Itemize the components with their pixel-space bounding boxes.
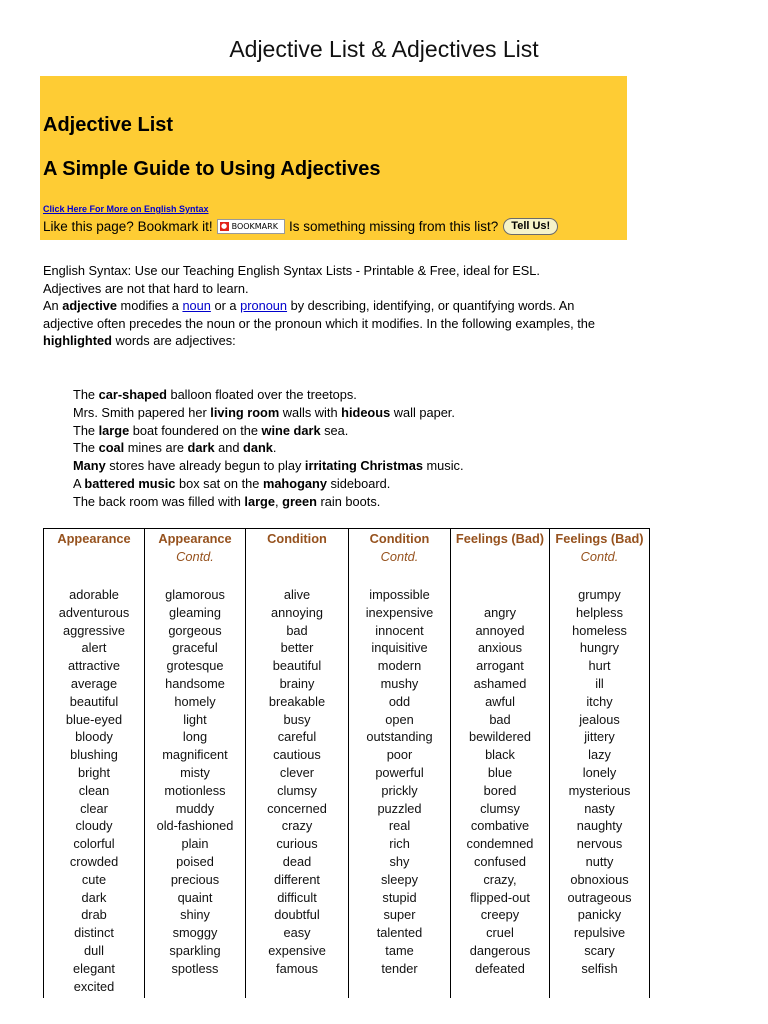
adjective-word: hungry bbox=[579, 640, 620, 656]
adjective-word: crazy, bbox=[483, 871, 517, 887]
banner-subheading: A Simple Guide to Using Adjectives bbox=[43, 158, 381, 180]
adjective-word: confused bbox=[474, 853, 526, 869]
adjective-word: grumpy bbox=[578, 587, 621, 602]
adjective-word: beautiful bbox=[272, 658, 322, 674]
text-segment: modifies a bbox=[117, 298, 183, 314]
text-segment: balloon floated over the treetops. bbox=[166, 387, 357, 402]
adjective-word: alive bbox=[283, 587, 311, 602]
adjective-word: tame bbox=[385, 942, 414, 958]
column-header-label: Condition bbox=[267, 531, 327, 546]
bookmark-label: BOOKMARK bbox=[231, 222, 278, 231]
adjective-word: lazy bbox=[588, 747, 611, 763]
adjective-word: motionless bbox=[164, 782, 226, 798]
column-header-label: Appearance bbox=[57, 531, 131, 546]
adjective-word: plain bbox=[181, 836, 209, 852]
adjective-word: homely bbox=[174, 693, 216, 709]
adjective-word: quaint bbox=[177, 889, 213, 905]
adjective-word: selfish bbox=[581, 960, 618, 976]
adjective-word: inexpensive bbox=[365, 604, 434, 620]
adjective-word: long bbox=[182, 729, 208, 745]
adjective-word: tender bbox=[381, 960, 418, 976]
adjective-word: glamorous bbox=[165, 587, 225, 602]
adjective-word: muddy bbox=[175, 800, 215, 816]
adjective-word: cautious bbox=[273, 747, 321, 763]
adjective-word: outrageous bbox=[567, 889, 632, 905]
adjective-word: bored bbox=[483, 782, 517, 798]
adjective-word: stupid bbox=[382, 889, 417, 905]
adjective-word: adorable bbox=[69, 587, 119, 602]
adjective-word: condemned bbox=[466, 836, 534, 852]
adjective-word: rich bbox=[389, 836, 410, 852]
column-header bbox=[349, 529, 451, 587]
adjective-word: cute bbox=[81, 871, 107, 887]
adjective-highlight: wine dark bbox=[261, 422, 321, 438]
adjective-word: average bbox=[70, 675, 118, 691]
adjective-highlight: green bbox=[282, 493, 317, 509]
adjective-word: curious bbox=[276, 836, 318, 852]
adjective-word: shiny bbox=[180, 907, 210, 923]
adjective-word: obnoxious bbox=[570, 871, 629, 887]
intro-line: Adjectives are not that hard to learn. bbox=[43, 280, 249, 296]
adjective-highlight: large bbox=[98, 422, 130, 438]
adjective-word: poised bbox=[176, 853, 214, 869]
adjective-word: arrogant bbox=[476, 658, 524, 674]
text-segment: by describing, identifying, or quantifying words. An adjective often precedes the noun or the pronoun which it modifies. In the following examples, the bbox=[43, 298, 596, 331]
adjective-word: inquisitive bbox=[371, 640, 428, 656]
adjective-word: super bbox=[383, 907, 416, 923]
text-segment: The bbox=[73, 387, 99, 402]
adjective-word: spotless bbox=[171, 960, 219, 976]
adjective-table bbox=[43, 528, 650, 998]
intro-definition bbox=[43, 297, 628, 350]
example-sentence bbox=[73, 475, 464, 493]
adjective-word: dead bbox=[282, 853, 312, 869]
text-segment: or a bbox=[210, 298, 241, 314]
adjective-word: dark bbox=[81, 889, 107, 905]
adjective-word: excited bbox=[73, 978, 115, 994]
adjective-word: distinct bbox=[74, 925, 114, 941]
adjective-word: old-fashioned bbox=[156, 818, 234, 834]
adjective-word: lonely bbox=[582, 764, 617, 780]
adjective-word: shy bbox=[389, 853, 410, 869]
column-subheader: Contd. bbox=[176, 548, 214, 564]
column-header-label: Appearance bbox=[158, 531, 232, 546]
text-segment: wall paper. bbox=[390, 404, 455, 420]
adjective-word: open bbox=[385, 711, 414, 727]
text-segment: walls with bbox=[279, 404, 342, 420]
adjective-word bbox=[451, 586, 549, 604]
adjective-word: talented bbox=[376, 925, 423, 941]
pronoun-link[interactable]: pronoun bbox=[240, 298, 288, 314]
adjective-word: hurt bbox=[588, 658, 611, 674]
adjective-highlight: large bbox=[244, 493, 275, 509]
adjective-word: awful bbox=[485, 693, 515, 709]
table-body-row bbox=[44, 586, 650, 998]
adjective-word: colorful bbox=[73, 836, 115, 852]
adjective-word: creepy bbox=[480, 907, 520, 923]
adjective-word: panicky bbox=[577, 907, 622, 923]
adjective-word: poor bbox=[386, 747, 413, 763]
text-segment: The bbox=[73, 422, 99, 438]
adjective-word: attractive bbox=[68, 658, 120, 674]
adjective-word: magnificent bbox=[162, 747, 228, 763]
adjective-word: ill bbox=[595, 675, 604, 691]
adjective-word: annoyed bbox=[475, 622, 525, 638]
adjective-word: easy bbox=[283, 925, 311, 941]
adjective-word: flipped-out bbox=[470, 889, 530, 905]
adjective-word: bewildered bbox=[469, 729, 531, 745]
adjective-word: doubtful bbox=[274, 907, 320, 923]
word-column bbox=[550, 586, 650, 998]
adjective-word: helpless bbox=[576, 604, 623, 620]
column-subheader: Contd. bbox=[380, 548, 419, 564]
adjective-word: adventurous bbox=[58, 604, 130, 620]
bookmark-row bbox=[43, 218, 558, 235]
word-column bbox=[451, 586, 550, 998]
adjective-word: scary bbox=[584, 942, 615, 958]
example-sentence bbox=[73, 386, 464, 404]
adjective-word: clear bbox=[80, 800, 108, 816]
column-header-label: Condition bbox=[369, 531, 430, 546]
adjective-word: puzzled bbox=[377, 800, 422, 816]
adjective-word: expensive bbox=[268, 942, 326, 958]
adjective-word: beautiful bbox=[69, 693, 119, 709]
adjective-word: breakable bbox=[268, 693, 326, 709]
text-segment: An bbox=[43, 298, 63, 314]
text-segment: . bbox=[272, 440, 277, 456]
adjective-word: blue bbox=[487, 764, 513, 780]
adjective-highlight: dank bbox=[243, 440, 273, 456]
adjective-word: blushing bbox=[70, 747, 118, 763]
adjective-word: blue-eyed bbox=[65, 711, 123, 727]
text-segment: sea. bbox=[320, 422, 349, 438]
example-sentences bbox=[73, 386, 464, 511]
adjective-word: drab bbox=[81, 907, 107, 923]
adjective-word: nervous bbox=[576, 836, 623, 852]
text-segment: stores have already begun to play bbox=[105, 458, 305, 474]
adjective-word: powerful bbox=[375, 764, 424, 780]
text-segment: music. bbox=[422, 458, 464, 474]
text-segment: sideboard. bbox=[326, 475, 391, 491]
like-text: Like this page? Bookmark it! bbox=[43, 219, 213, 234]
text-segment: The bbox=[73, 440, 99, 456]
adjective-word: outstanding bbox=[366, 729, 433, 745]
adjective-word: nasty bbox=[584, 800, 615, 816]
text-segment: Mrs. Smith papered her bbox=[73, 404, 211, 420]
adjective-word: homeless bbox=[572, 622, 627, 638]
adjective-highlight: living room bbox=[210, 404, 280, 420]
adjective-word: ashamed bbox=[473, 675, 527, 691]
adjective-highlight: dark bbox=[187, 440, 215, 456]
word-column bbox=[349, 586, 451, 998]
adjective-word: sleepy bbox=[381, 871, 418, 887]
adjective-word: dull bbox=[84, 942, 104, 958]
column-header-label: Feelings (Bad) bbox=[455, 531, 545, 546]
column-header-label: Feelings (Bad) bbox=[555, 531, 644, 546]
english-syntax-link[interactable]: Click Here For More on English Syntax bbox=[43, 204, 209, 214]
text-segment: box sat on the bbox=[175, 475, 263, 491]
adjective-word: busy bbox=[283, 711, 311, 727]
tell-us-button[interactable]: Tell Us! bbox=[503, 218, 558, 235]
adjective-word: bad bbox=[286, 622, 308, 638]
adjective-highlight: Many bbox=[73, 458, 106, 474]
adjective-word: bright bbox=[77, 764, 110, 780]
adjective-word: brainy bbox=[279, 675, 315, 691]
adjective-word: clever bbox=[279, 764, 315, 780]
text-segment: A bbox=[73, 475, 85, 491]
word-column bbox=[145, 586, 246, 998]
adjective-word: light bbox=[183, 711, 207, 727]
adjective-word: grotesque bbox=[166, 658, 224, 674]
text-segment: mines are bbox=[124, 440, 188, 456]
missing-text: Is something missing from this list? bbox=[288, 219, 499, 234]
adjective-word: mysterious bbox=[568, 782, 631, 798]
adjective-word: clumsy bbox=[480, 800, 520, 816]
adjective-word: combative bbox=[470, 818, 530, 834]
adjective-highlight: car-shaped bbox=[98, 387, 167, 402]
adjective-word: aggressive bbox=[63, 622, 125, 638]
header-banner bbox=[40, 76, 627, 240]
adjective-word: crazy bbox=[281, 818, 313, 834]
adjective-word: odd bbox=[388, 693, 411, 709]
adjective-word: defeated bbox=[475, 960, 525, 976]
adjective-word: clean bbox=[78, 782, 110, 798]
adjective-word: anxious bbox=[477, 640, 523, 656]
adjective-word: angry bbox=[483, 604, 516, 620]
adjective-word: itchy bbox=[586, 693, 613, 709]
adjective-word: dangerous bbox=[469, 942, 531, 958]
adjective-word: jealous bbox=[579, 711, 620, 727]
table-header-row bbox=[44, 529, 650, 587]
adjective-word: clumsy bbox=[277, 782, 317, 798]
adjective-word: precious bbox=[170, 871, 220, 887]
text-segment: boat foundered on the bbox=[129, 422, 262, 438]
example-sentence bbox=[73, 493, 464, 511]
adjective-highlight: mahogany bbox=[262, 475, 327, 491]
adjective-word: elegant bbox=[73, 960, 115, 976]
banner-heading: Adjective List bbox=[43, 114, 174, 136]
adjective-word: concerned bbox=[267, 800, 327, 816]
adjective-word: impossible bbox=[369, 587, 430, 602]
text-segment: words are adjectives: bbox=[111, 333, 236, 349]
example-sentence bbox=[73, 404, 464, 422]
text-bold: highlighted bbox=[43, 333, 112, 349]
adjective-word: graceful bbox=[172, 640, 218, 656]
intro-line: English Syntax: Use our Teaching English Syntax Lists - Printable & Free, ideal for ESL. bbox=[43, 263, 540, 278]
adjective-word: gorgeous bbox=[168, 622, 222, 638]
adjective-word: cruel bbox=[486, 925, 514, 941]
adjective-word: bloody bbox=[75, 729, 113, 745]
adjective-word: nutty bbox=[585, 853, 614, 869]
noun-link[interactable]: noun bbox=[182, 298, 211, 314]
adjective-word: careful bbox=[277, 729, 317, 745]
adjective-word: innocent bbox=[375, 622, 424, 638]
adjective-highlight: irritating Christmas bbox=[304, 458, 423, 474]
column-header bbox=[550, 529, 650, 587]
adjective-highlight: coal bbox=[98, 440, 125, 456]
text-segment: The back room was filled with bbox=[73, 493, 245, 509]
adjective-word: real bbox=[388, 818, 411, 834]
adjective-word: jittery bbox=[584, 729, 615, 745]
adjective-word: black bbox=[485, 747, 515, 763]
column-subheader: Contd. bbox=[580, 548, 619, 564]
adjective-word: misty bbox=[180, 764, 210, 780]
text-segment: rain boots. bbox=[316, 493, 381, 509]
word-column bbox=[246, 586, 349, 998]
adjective-word: annoying bbox=[271, 604, 323, 620]
column-header bbox=[451, 529, 550, 587]
page-title: Adjective List & Adjectives List bbox=[229, 36, 539, 62]
intro-text bbox=[43, 262, 628, 350]
text-bold: adjective bbox=[62, 298, 117, 314]
adjective-word: repulsive bbox=[573, 925, 626, 941]
example-sentence bbox=[73, 422, 464, 440]
adjective-word: handsome bbox=[165, 675, 225, 691]
example-sentence bbox=[73, 457, 464, 475]
adjective-word: bad bbox=[489, 711, 511, 727]
adjective-word: modern bbox=[377, 658, 422, 674]
adjective-word: naughty bbox=[576, 818, 623, 834]
adjective-word: mushy bbox=[380, 675, 419, 691]
adjective-word: sparkling bbox=[169, 942, 221, 958]
word-column bbox=[44, 586, 145, 998]
adjective-word: prickly bbox=[381, 782, 418, 798]
adjective-highlight: battered music bbox=[84, 475, 176, 491]
column-header bbox=[44, 529, 145, 587]
text-segment: , bbox=[275, 493, 283, 509]
column-header bbox=[145, 529, 246, 587]
adjective-word: famous bbox=[276, 960, 318, 976]
adjective-word: crowded bbox=[69, 853, 119, 869]
adjective-word: smoggy bbox=[172, 925, 218, 941]
adjective-word: better bbox=[280, 640, 314, 656]
adjective-word: cloudy bbox=[75, 818, 113, 834]
adjective-word: difficult bbox=[277, 889, 317, 905]
bookmark-button[interactable] bbox=[217, 219, 285, 234]
example-sentence bbox=[73, 439, 464, 457]
adjective-word: different bbox=[273, 871, 320, 887]
adjective-word: gleaming bbox=[169, 604, 221, 620]
column-header bbox=[246, 529, 349, 587]
text-segment: and bbox=[214, 440, 244, 456]
bookmark-icon: ● bbox=[221, 222, 228, 230]
adjective-word: alert bbox=[81, 640, 107, 656]
adjective-highlight: hideous bbox=[341, 404, 391, 420]
